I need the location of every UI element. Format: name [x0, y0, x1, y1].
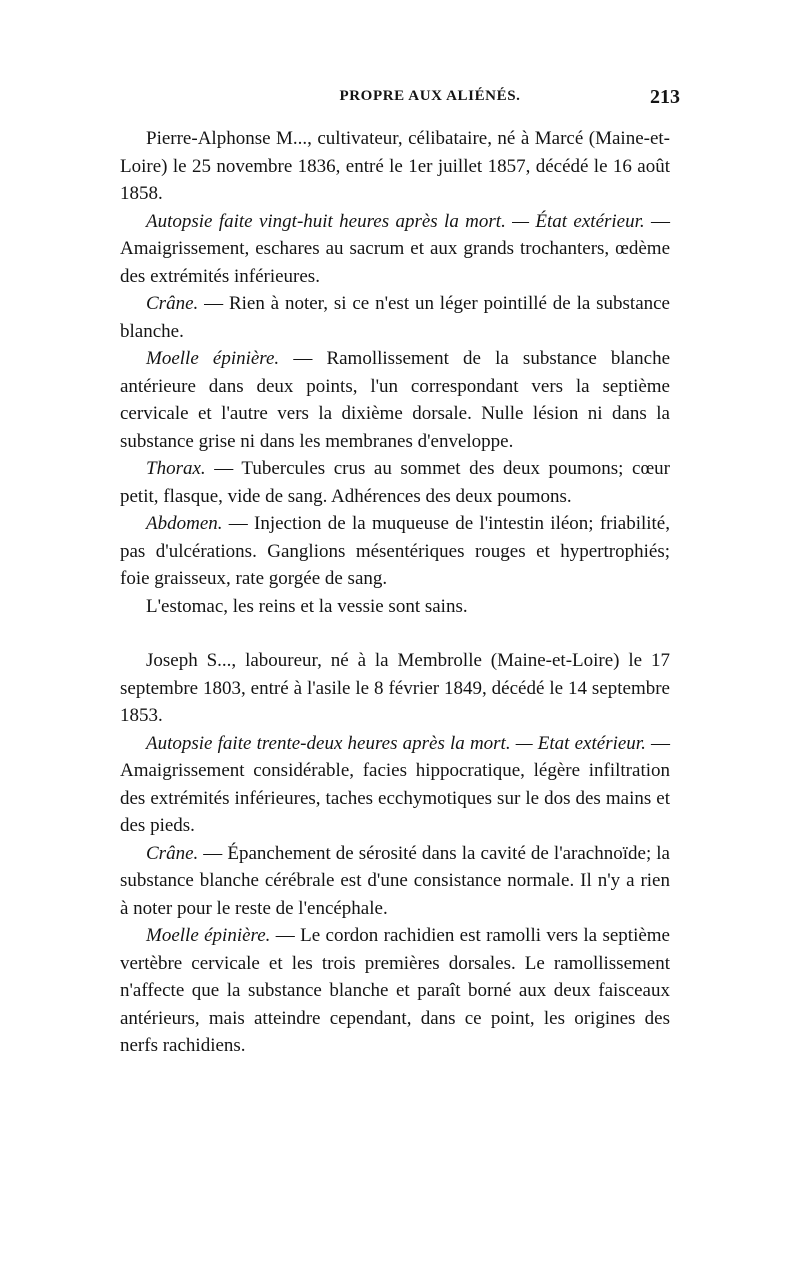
case1-autopsy-text: — Amaigrissement, eschares au sacrum et aux grands trochanters, œdème des extrémités inférieures.: [120, 210, 671, 287]
case1-crane-text: — Rien à noter, si ce n'est un léger pointillé de la substance blanche.: [120, 293, 670, 342]
case1-moelle-text: — Ramollissement de la substance blanche antérieure dans deux points, l'un correspondant vers la septième cervicale et l'autre vers la dixième dorsale. Nulle lésion ni dans la substance grise ni dans les membranes d'enveloppe.: [120, 348, 671, 452]
case2-autopsy: [120, 730, 670, 840]
case1-crane: [120, 290, 670, 345]
running-title: PROPRE AUX ALIÉNÉS.: [339, 88, 521, 104]
case2-moelle-label: Moelle épinière.: [146, 925, 271, 946]
case1-autopsy: [120, 208, 670, 291]
case2-crane-label: Crâne.: [146, 842, 199, 864]
case2-moelle: [120, 922, 670, 1060]
case1-abdomen: [120, 510, 670, 593]
case1-thorax-text: — Tubercules crus au sommet des deux poumons; cœur petit, flasque, vide de sang. Adhérences des deux poumons.: [120, 458, 670, 507]
page-number: 213: [650, 86, 680, 108]
page-header: [120, 88, 680, 116]
case-separator: [120, 620, 670, 647]
case1-intro: Pierre-Alphonse M..., cultivateur, célibataire, né à Marcé (Maine-et-Loire) le 25 novembre 1836, entré le 1er juillet 1857, décédé le 16 août 1858.: [120, 128, 670, 204]
case1-moelle: [120, 345, 670, 455]
case1-autopsy-label: Autopsie faite vingt-huit heures après la mort. — État extérieur.: [146, 210, 645, 232]
case1-thorax-label: Thorax.: [146, 458, 206, 479]
case2-crane: [120, 840, 670, 923]
page-body: [120, 125, 670, 1060]
case2-intro: Joseph S..., laboureur, né à la Membrolle (Maine-et-Loire) le 17 septembre 1803, entré à l'asile le 8 février 1849, décédé le 14 septembre 1853.: [120, 650, 670, 726]
case1-moelle-label: Moelle épinière.: [146, 348, 280, 369]
case2-autopsy-text: — Amaigrissement considérable, facies hippocratique, légère infiltration des extrémités inférieures, taches ecchymotiques sur le dos des mains et des pieds.: [120, 732, 670, 836]
case1-thorax: [120, 455, 670, 510]
case1-closing: L'estomac, les reins et la vessie sont sains.: [146, 595, 468, 617]
case2-crane-text: — Épanchement de sérosité dans la cavité de l'arachnoïde; la substance blanche cérébrale est d'une consistance normale. Il n'y a rien à noter pour le reste de l'encéphale.: [120, 842, 670, 919]
case2-moelle-text: — Le cordon rachidien est ramolli vers la septième vertèbre cervicale et les trois premières dorsales. Le ramollissement n'affecte que la substance blanche et paraît borné aux deux faisceaux antérieurs, mais atteindre cependant, dans ce point, les origines des nerfs rachidiens.: [120, 925, 670, 1056]
case1-crane-label: Crâne.: [146, 293, 199, 314]
case2-autopsy-label: Autopsie faite trente-deux heures après la mort. — Etat extérieur.: [146, 732, 646, 754]
case1-abdomen-label: Abdomen.: [146, 513, 223, 534]
case1-abdomen-text: — Injection de la muqueuse de l'intestin iléon; friabilité, pas d'ulcérations. Ganglions mésentériques rouges et hypertrophiés; foie graisseux, rate gorgée de sang.: [120, 513, 670, 589]
